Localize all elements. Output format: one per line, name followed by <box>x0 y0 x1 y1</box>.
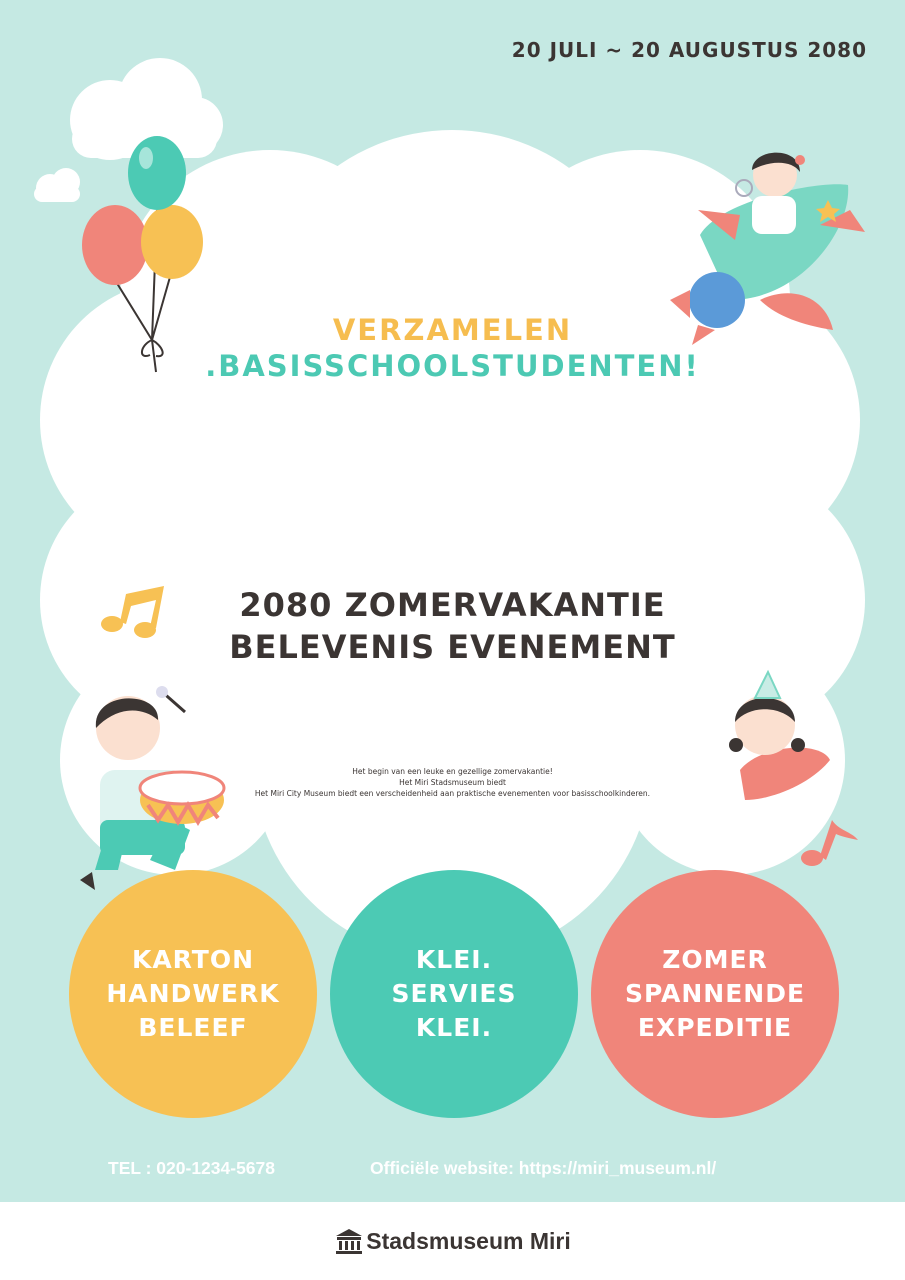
activity-circle-cardboard <box>69 870 317 1118</box>
activity-label-line: KLEI. <box>415 1013 493 1042</box>
event-date-range: 20 JULI ~ 20 AUGUSTUS 2080 <box>511 38 867 62</box>
activity-circle-expedition <box>591 870 839 1118</box>
activity-label-line: SERVIES <box>391 979 517 1008</box>
event-description <box>200 766 705 799</box>
museum-building-icon <box>334 1226 364 1256</box>
activity-label-line: SPANNENDE <box>624 979 806 1008</box>
contact-phone: TEL : 020-1234-5678 <box>108 1158 276 1178</box>
contact-website[interactable]: Officiële website: https://miri_museum.nl/ <box>370 1158 717 1178</box>
headline-line-2: .BASISSCHOOLSTUDENTEN! <box>205 349 700 383</box>
headline <box>200 312 705 384</box>
activity-label-line: KLEI. <box>415 945 493 974</box>
museum-logo <box>0 1226 905 1256</box>
event-title-line-1: 2080 ZOMERVAKANTIE <box>239 586 666 624</box>
activity-label-line: BELEEF <box>138 1013 248 1042</box>
activity-label-line: KARTON <box>131 945 255 974</box>
museum-name: Stadsmuseum Miri <box>366 1227 571 1254</box>
headline-line-1: VERZAMELEN <box>332 313 573 347</box>
activity-circle-clay <box>330 870 578 1118</box>
activity-label-line: HANDWERK <box>106 979 280 1008</box>
event-title <box>180 584 725 668</box>
activity-label-line: EXPEDITIE <box>637 1013 793 1042</box>
description-line: Het Miri City Museum biedt een verscheidenheid aan praktische evenementen voor basisschoolkinderen. <box>254 789 651 798</box>
description-line: Het begin van een leuke en gezellige zomervakantie! <box>352 767 553 776</box>
description-line: Het Miri Stadsmuseum biedt <box>399 778 506 787</box>
event-title-line-2: BELEVENIS EVENEMENT <box>229 628 676 666</box>
activity-label-line: ZOMER <box>662 945 768 974</box>
